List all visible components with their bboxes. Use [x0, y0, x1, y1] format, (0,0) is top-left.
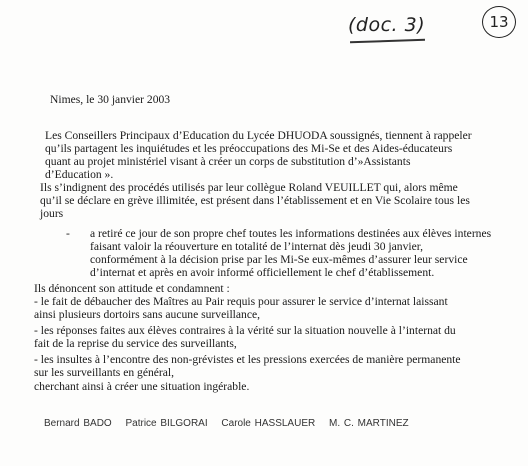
- signature-name: Bernard BADO: [44, 418, 112, 429]
- text-line: Ils s’indignent des procédés utilisés par leur collègue Roland VEUILLET qui, alors même: [40, 181, 458, 194]
- text-line: sur les surveillants en général,: [34, 366, 175, 379]
- signature-name: Patrice BILGORAI: [125, 418, 208, 429]
- text-line: d’Education ».: [45, 168, 114, 181]
- text-line: qu’ils partagent les inquiétudes et les préoccupations des Mi-Se et des Aides-éducateurs: [45, 142, 453, 155]
- signature-name: Carole HASSLAUER: [221, 418, 316, 429]
- text-line: qu’il se déclare en grève illimitée, est présent dans l’établissement et en Vie Scolaire tous les: [40, 194, 470, 207]
- text-line: - les insultes à l’encontre des non-grévistes et les pressions exercées de manière permanente: [34, 353, 461, 366]
- doc-ref-underline: [350, 39, 425, 44]
- text-line: - le fait de débaucher des Maîtres au Pair requis pour assurer le service d’internat laissant: [34, 295, 448, 308]
- date-line: Nimes, le 30 janvier 2003: [50, 93, 171, 106]
- text-line: - les réponses faites aux élèves contraires à la vérité sur la situation nouvelle à l’internat du: [34, 324, 456, 337]
- text-line: conformément à la décision prise par les Mi-Se eux-mêmes d’assurer leur service: [90, 253, 468, 266]
- bullet-dash: -: [66, 227, 70, 240]
- text-line: jours: [40, 207, 64, 220]
- text-line: cherchant ainsi à créer une situation ingérable.: [34, 380, 250, 393]
- text-line: Les Conseillers Principaux d’Education du Lycée DHUODA soussignés, tiennent à rappeler: [45, 129, 472, 142]
- text-line: a retiré ce jour de son propre chef toutes les informations destinées aux élèves internes: [90, 227, 492, 240]
- text-line: ainsi plusieurs dortoirs sans aucune surveillance,: [34, 308, 261, 321]
- text-line: faisant valoir la réouverture en totalité de l’internat dès jeudi 30 janvier,: [90, 240, 424, 253]
- text-line: d’internat et après en avoir informé officiellement le chef d’établissement.: [90, 266, 435, 279]
- text-line: Ils dénoncent son attitude et condamnent :: [34, 282, 230, 295]
- page-number: 13: [482, 6, 516, 38]
- text-line: quant au projet ministériel visant à créer un corps de substitution d’»Assistants: [45, 155, 411, 168]
- signatures-row: [44, 418, 419, 429]
- signature-name: M. C. MARTINEZ: [329, 418, 409, 429]
- document-reference: [348, 14, 425, 36]
- doc-ref-label: (doc. 3): [348, 14, 426, 36]
- text-line: fait de la reprise du service des surveillants,: [34, 337, 237, 350]
